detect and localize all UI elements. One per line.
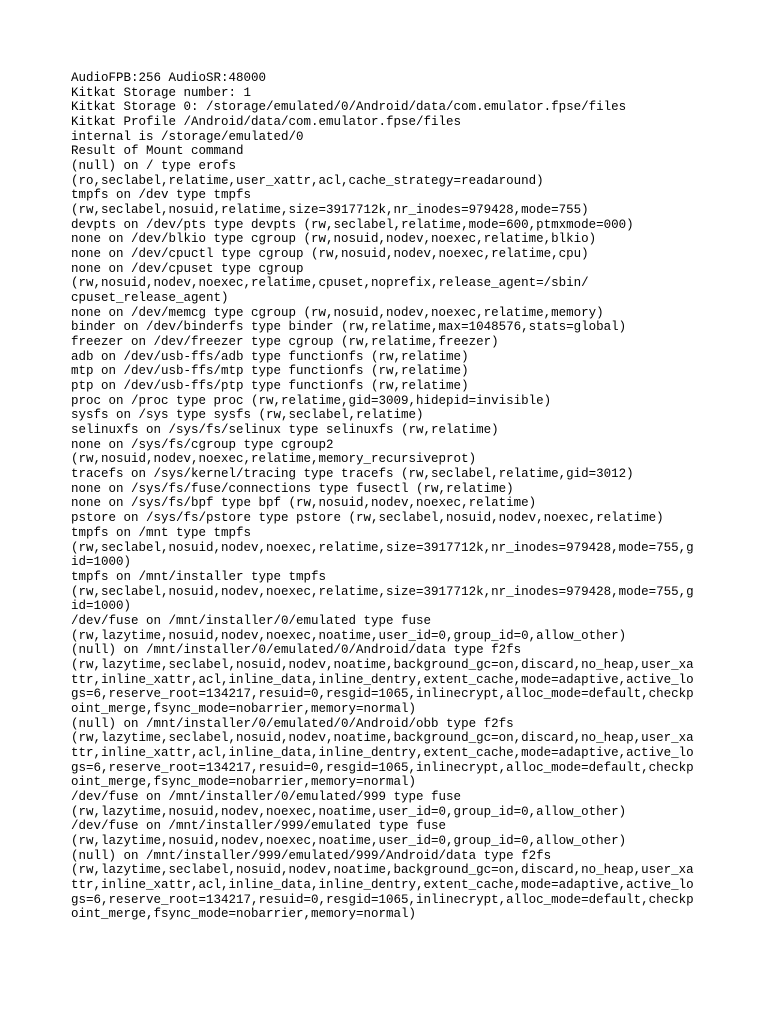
log-line: (null) on /mnt/installer/999/emulated/999/Android/data type f2fs: [71, 848, 552, 863]
log-line: (rw,lazytime,seclabel,nosuid,nodev,noatime,background_gc=on,discard,no_heap,user_xa: [71, 863, 694, 878]
log-line: ptp on /dev/usb-ffs/ptp type functionfs (rw,relatime): [71, 379, 469, 394]
log-line: (null) on /mnt/installer/0/emulated/0/Android/data type f2fs: [71, 643, 522, 658]
log-line: selinuxfs on /sys/fs/selinux type selinuxfs (rw,relatime): [71, 423, 499, 438]
log-line: (ro,seclabel,relatime,user_xattr,acl,cache_strategy=readaround): [71, 173, 544, 188]
log-line: devpts on /dev/pts type devpts (rw,seclabel,relatime,mode=600,ptmxmode=000): [71, 217, 634, 232]
log-line: /dev/fuse on /mnt/installer/0/emulated type fuse: [71, 613, 432, 628]
log-line: none on /dev/cpuctl type cgroup (rw,nosuid,nodev,noexec,relatime,cpu): [71, 247, 589, 262]
log-line: (rw,lazytime,nosuid,nodev,noexec,noatime,user_id=0,group_id=0,allow_other): [71, 833, 627, 848]
log-line: none on /dev/blkio type cgroup (rw,nosuid,nodev,noexec,relatime,blkio): [71, 232, 597, 247]
log-line: (rw,nosuid,nodev,noexec,relatime,memory_recursiveprot): [71, 452, 477, 467]
log-line: /dev/fuse on /mnt/installer/999/emulated type fuse: [71, 819, 447, 834]
log-line: tmpfs on /mnt/installer type tmpfs: [71, 569, 327, 584]
log-line: oint_merge,fsync_mode=nobarrier,memory=normal): [71, 907, 417, 922]
log-line: none on /dev/memcg type cgroup (rw,nosuid,nodev,noexec,relatime,memory): [71, 305, 604, 320]
log-line: oint_merge,fsync_mode=nobarrier,memory=normal): [71, 701, 417, 716]
log-line: gs=6,reserve_root=134217,resuid=0,resgid=1065,inlinecrypt,alloc_mode=default,checkp: [71, 687, 694, 702]
log-line: proc on /proc type proc (rw,relatime,gid=3009,hidepid=invisible): [71, 393, 552, 408]
log-line: sysfs on /sys type sysfs (rw,seclabel,relatime): [71, 408, 424, 423]
log-line: Kitkat Storage number: 1: [71, 85, 252, 100]
log-line: none on /sys/fs/fuse/connections type fusectl (rw,relatime): [71, 481, 514, 496]
log-line: tracefs on /sys/kernel/tracing type tracefs (rw,seclabel,relatime,gid=3012): [71, 467, 634, 482]
log-output: [71, 71, 711, 922]
log-line: Result of Mount command: [71, 144, 244, 159]
log-line: Kitkat Storage 0: /storage/emulated/0/Android/data/com.emulator.fpse/files: [71, 100, 627, 115]
log-line: mtp on /dev/usb-ffs/mtp type functionfs (rw,relatime): [71, 364, 469, 379]
log-line: ttr,inline_xattr,acl,inline_data,inline_dentry,extent_cache,mode=adaptive,active_lo: [71, 672, 694, 687]
log-line: tmpfs on /mnt type tmpfs: [71, 525, 252, 540]
log-line: none on /dev/cpuset type cgroup: [71, 261, 304, 276]
log-line: cpuset_release_agent): [71, 291, 229, 306]
log-line: (rw,lazytime,nosuid,nodev,noexec,noatime,user_id=0,group_id=0,allow_other): [71, 804, 627, 819]
log-line: (rw,nosuid,nodev,noexec,relatime,cpuset,noprefix,release_agent=/sbin/: [71, 276, 589, 291]
log-line: adb on /dev/usb-ffs/adb type functionfs (rw,relatime): [71, 349, 469, 364]
log-line: (rw,seclabel,nosuid,nodev,noexec,relatime,size=3917712k,nr_inodes=979428,mode=755,g: [71, 540, 694, 555]
log-line: gs=6,reserve_root=134217,resuid=0,resgid=1065,inlinecrypt,alloc_mode=default,checkp: [71, 892, 694, 907]
log-line: none on /sys/fs/bpf type bpf (rw,nosuid,nodev,noexec,relatime): [71, 496, 537, 511]
log-line: internal is /storage/emulated/0: [71, 129, 304, 144]
log-line: ttr,inline_xattr,acl,inline_data,inline_dentry,extent_cache,mode=adaptive,active_lo: [71, 745, 694, 760]
log-line: tmpfs on /dev type tmpfs: [71, 188, 252, 203]
log-line: (rw,seclabel,nosuid,nodev,noexec,relatime,size=3917712k,nr_inodes=979428,mode=755,g: [71, 584, 694, 599]
log-line: (null) on /mnt/installer/0/emulated/0/Android/obb type f2fs: [71, 716, 514, 731]
log-line: (rw,seclabel,nosuid,relatime,size=3917712k,nr_inodes=979428,mode=755): [71, 203, 589, 218]
log-line: binder on /dev/binderfs type binder (rw,relatime,max=1048576,stats=global): [71, 320, 627, 335]
log-line: none on /sys/fs/cgroup type cgroup2: [71, 437, 334, 452]
log-line: freezer on /dev/freezer type cgroup (rw,relatime,freezer): [71, 335, 499, 350]
log-line: ttr,inline_xattr,acl,inline_data,inline_dentry,extent_cache,mode=adaptive,active_lo: [71, 877, 694, 892]
log-line: (rw,lazytime,seclabel,nosuid,nodev,noatime,background_gc=on,discard,no_heap,user_xa: [71, 657, 694, 672]
log-line: (null) on / type erofs: [71, 159, 237, 174]
log-line: AudioFPB:256 AudioSR:48000: [71, 71, 267, 85]
log-line: (rw,lazytime,nosuid,nodev,noexec,noatime,user_id=0,group_id=0,allow_other): [71, 628, 627, 643]
log-line: id=1000): [71, 555, 132, 570]
log-line: pstore on /sys/fs/pstore type pstore (rw,seclabel,nosuid,nodev,noexec,relatime): [71, 511, 664, 526]
log-line: Kitkat Profile /Android/data/com.emulator.fpse/files: [71, 115, 462, 130]
log-line: id=1000): [71, 599, 132, 614]
log-line: gs=6,reserve_root=134217,resuid=0,resgid=1065,inlinecrypt,alloc_mode=default,checkp: [71, 760, 694, 775]
log-line: oint_merge,fsync_mode=nobarrier,memory=normal): [71, 775, 417, 790]
log-line: (rw,lazytime,seclabel,nosuid,nodev,noatime,background_gc=on,discard,no_heap,user_xa: [71, 731, 694, 746]
log-line: /dev/fuse on /mnt/installer/0/emulated/999 type fuse: [71, 789, 462, 804]
